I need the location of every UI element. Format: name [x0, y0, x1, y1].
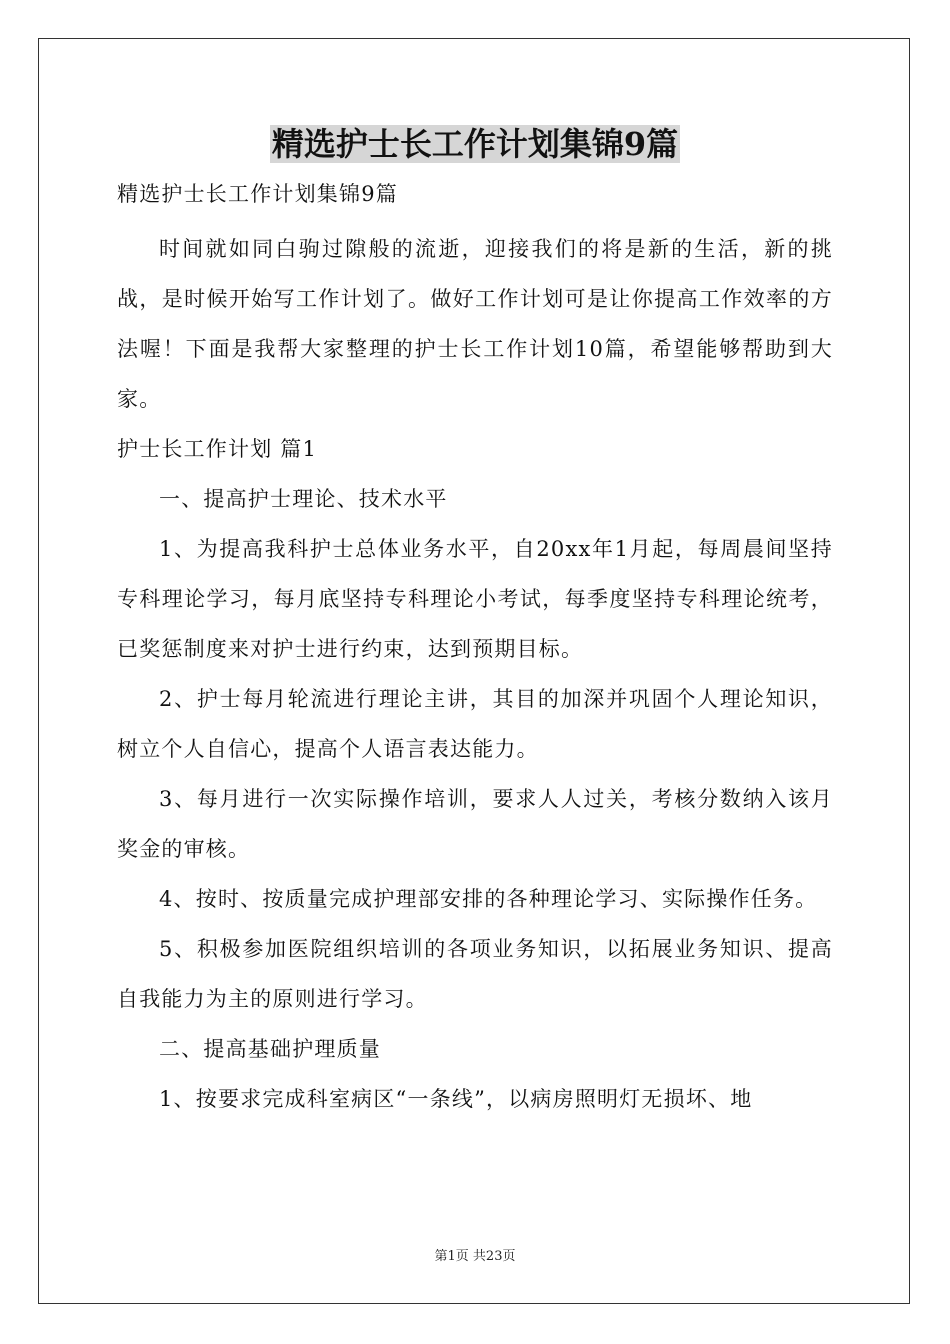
item-5: 5、积极参加医院组织培训的各项业务知识，以拓展业务知识、提高自我能力为主的原则进行学习。	[117, 937, 833, 1011]
item-4: 4、按时、按质量完成护理部安排的各种理论学习、实际操作任务。	[159, 887, 818, 911]
section-heading: 护士长工作计划 篇1	[117, 437, 318, 461]
item-1: 1、为提高我科护士总体业务水平，自20xx年1月起，每周晨间坚持专科理论学习，每月底坚持专科理论小考试，每季度坚持专科理论统考，已奖惩制度来对护士进行约束，达到预期目标。	[117, 537, 833, 661]
part1-heading: 一、提高护士理论、技术水平	[159, 487, 448, 511]
document-subtitle: 精选护士长工作计划集锦9篇	[117, 182, 398, 206]
document-title	[117, 120, 833, 174]
intro-paragraph: 时间就如同白驹过隙般的流逝，迎接我们的将是新的生活，新的挑战，是时候开始写工作计划了。做好工作计划可是让你提高工作效率的方法喔！下面是我帮大家整理的护士长工作计划10篇，希望能够帮助到大家。	[117, 237, 833, 411]
page-footer: 第1页 共23页	[434, 1249, 516, 1264]
document-title-text: 精选护士长工作计划集锦9篇	[271, 125, 679, 163]
item-2: 2、护士每月轮流进行理论主讲，其目的加深并巩固个人理论知识，树立个人自信心，提高个人语言表达能力。	[117, 687, 833, 761]
document-body	[117, 120, 833, 1124]
item-3: 3、每月进行一次实际操作培训，要求人人过关，考核分数纳入该月奖金的审核。	[117, 787, 833, 861]
part2-item-1: 1、按要求完成科室病区“一条线”，以病房照明灯无损坏、地	[159, 1087, 753, 1111]
part2-heading: 二、提高基础护理质量	[159, 1037, 381, 1061]
